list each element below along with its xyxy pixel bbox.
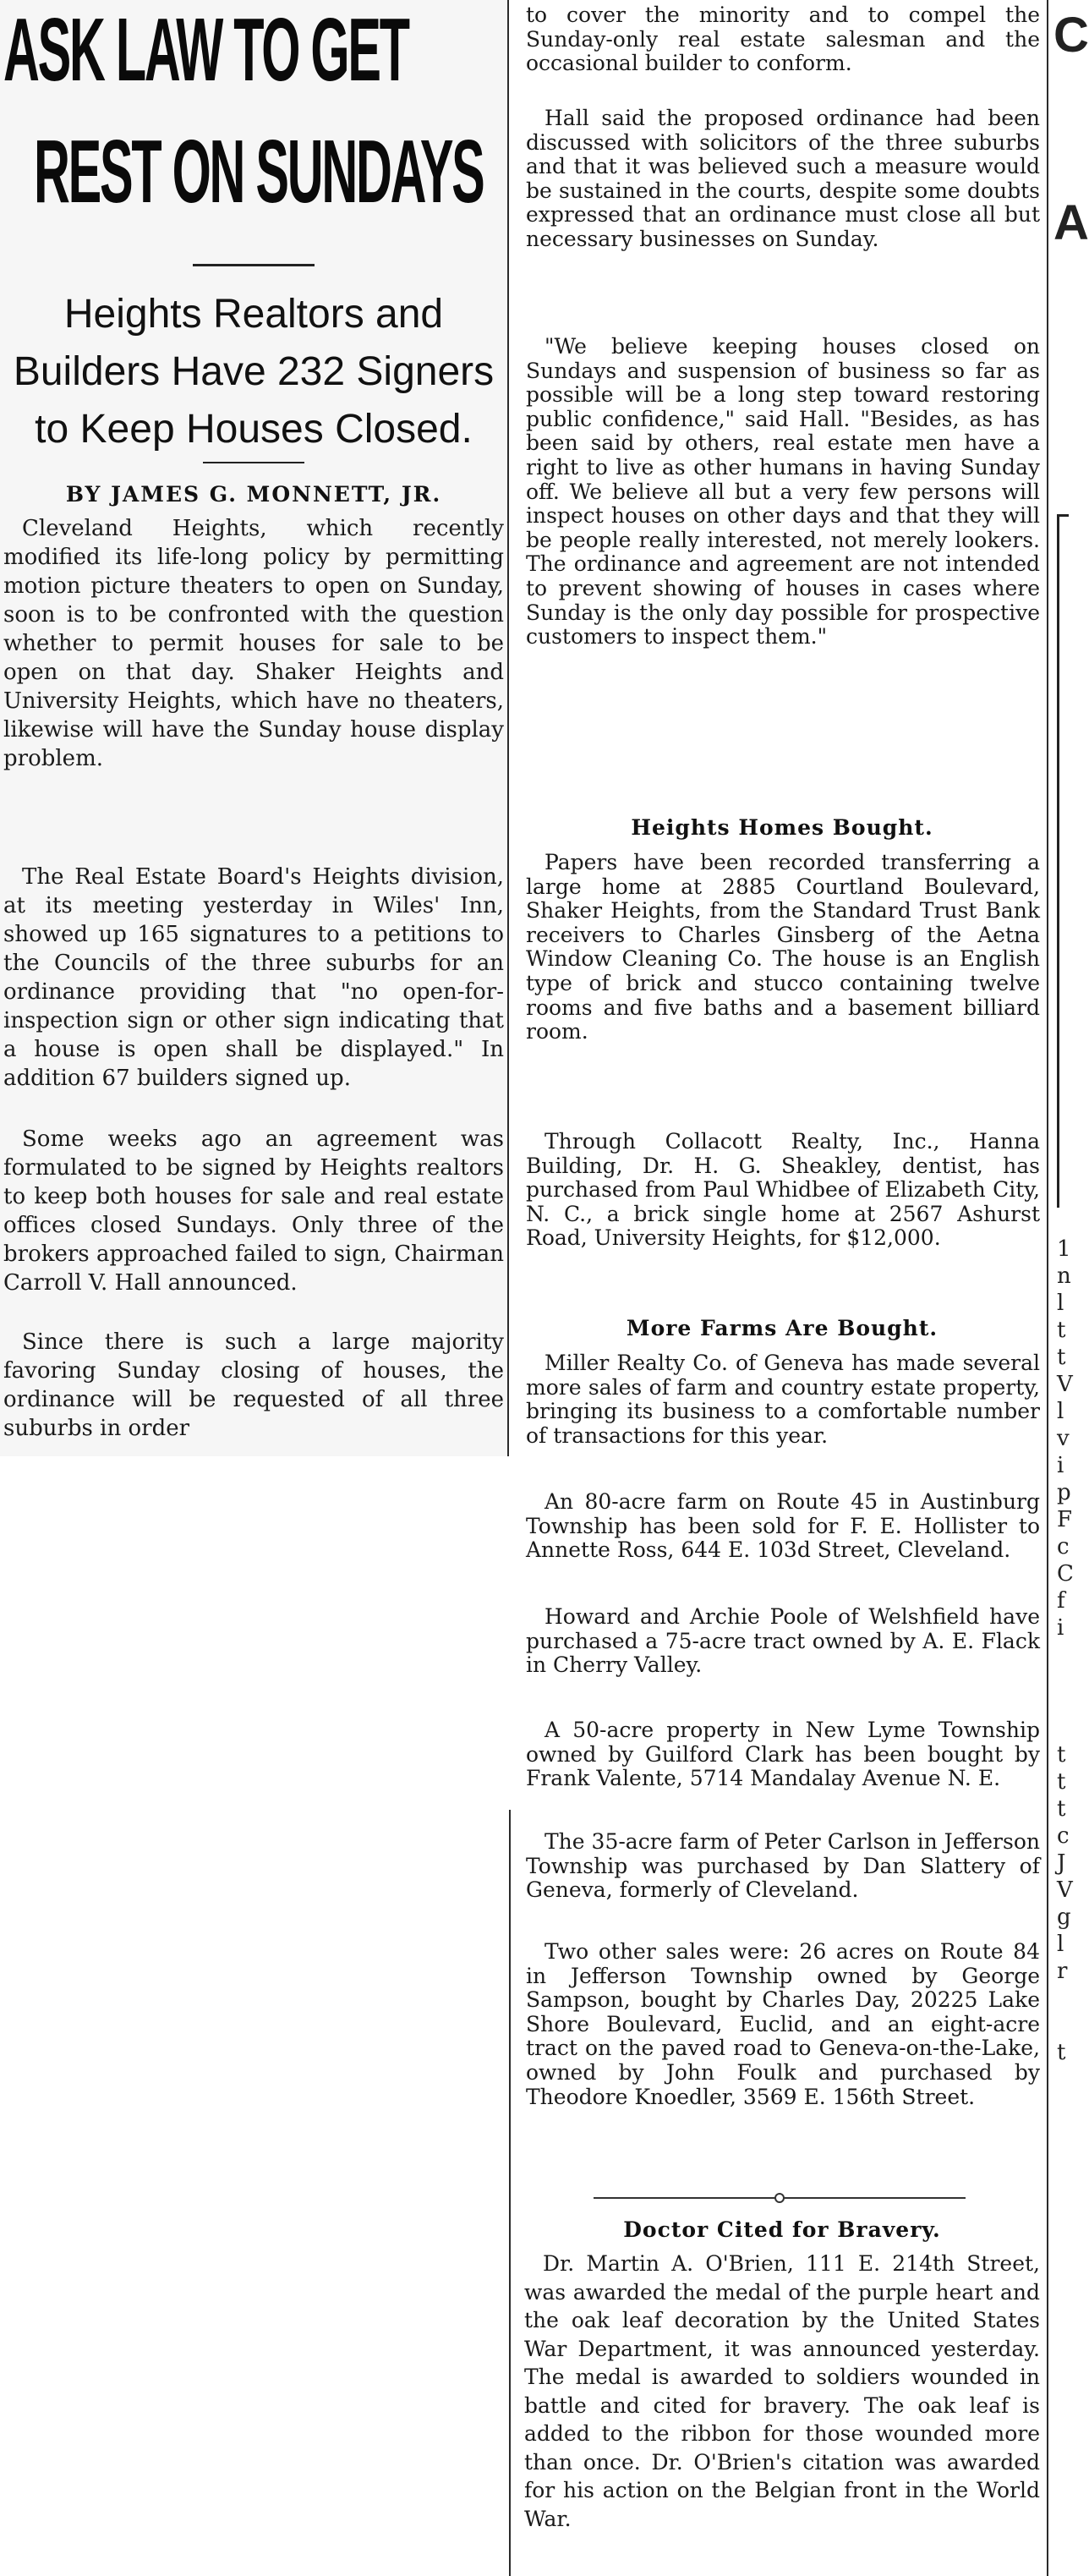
article-paragraph: Some weeks ago an agreement was formulated to be signed by Heights realtors to keep both houses for sale and real estate offices closed Sundays. Only three of the brokers approached failed to sign, Chairman Carroll V. Hall announced. xyxy=(3,1126,504,1296)
separator-ornament xyxy=(774,2193,785,2203)
adjacent-column-fragment: l xyxy=(1057,1399,1064,1424)
adjacent-column-fragment: t xyxy=(1057,1769,1066,1795)
section-paragraph: Howard and Archie Poole of Welshfield have purchased a 75-acre tract owned by A. E. Flack in Cherry Valley. xyxy=(526,1604,1040,1678)
adjacent-column-fragment: C xyxy=(1053,8,1089,63)
section-paragraph: The 35-acre farm of Peter Carlson in Jefferson Township was purchased by Dan Slattery of Geneva, formerly of Cleveland. xyxy=(526,1829,1040,1903)
adjacent-box-edge xyxy=(1057,514,1069,1208)
byline-rule xyxy=(203,462,304,463)
article-paragraph: "We believe keeping houses closed on Sundays and suspension of business so far as possible will be a long step toward restoring public confidence," said Hall. "Besides, as has been said by others, real estate men have a right to live as other humans in having Sunday off. We believe all but a very few persons will inspect houses on other days and that they will be people really interested, not merely lookers. The ordinance and agreement are not intended to prevent showing of houses in cases where Sunday is the only day possible for prospective customers to inspect them." xyxy=(526,334,1040,649)
adjacent-column-fragment: A xyxy=(1053,195,1089,250)
adjacent-column-fragment: c xyxy=(1057,1534,1070,1559)
section-paragraph: Two other sales were: 26 acres on Route 84 in Jefferson Township owned by George Sampson, bought by Charles Day, 20225 Lake Shore Boulevard, Euclid, and an eight-acre tract on the paved road to Geneva-on-the-Lake, owned by John Foulk and purchased by Theodore Knoedler, 3569 E. 156th Street. xyxy=(526,1939,1040,2109)
column-rule xyxy=(1047,0,1048,2576)
adjacent-column-fragment: r xyxy=(1057,1959,1068,1984)
article-paragraph: The Real Estate Board's Heights division, at its meeting yesterday in Wiles' Inn, showed up 165 signatures to a petitions to the Councils of the three suburbs for an ordinance providing that "no open-for-inspection sign or other sign indicating that a house is open shall be displayed." In addition 67 builders signed up. xyxy=(3,864,504,1091)
section-paragraph: Papers have been recorded transferring a large home at 2885 Courtland Boulevard, Shaker Heights, from the Standard Trust Bank receivers to Charles Ginsberg of the Aetna Window Cleaning Co. The house is an English type of brick and stucco containing twelve rooms and five baths and a basement billiard room. xyxy=(526,850,1040,1044)
article-paragraph: Hall said the proposed ordinance had been discussed with solicitors of the three suburbs and that it was believed such a measure would be sustained in the courts, despite some doubts expressed that an ordinance must close all but necessary businesses on Sunday. xyxy=(526,106,1040,251)
article-paragraph: Since there is such a large majority favoring Sunday closing of houses, the ordinance will be requested of all three suburbs in order xyxy=(3,1329,504,1441)
adjacent-column-fragment: c xyxy=(1057,1823,1070,1849)
adjacent-column-fragment: t xyxy=(1057,1345,1066,1370)
section-paragraph: Miller Realty Co. of Geneva has made several more sales of farm and country estate property, bringing its business to a comfortable number of transactions for this year. xyxy=(526,1351,1040,1448)
adjacent-column-fragment: t xyxy=(1057,1742,1066,1768)
section-paragraph: A 50-acre property in New Lyme Township owned by Guilford Clark has been bought by Frank Valente, 5714 Mandalay Avenue N. E. xyxy=(526,1718,1040,1791)
headline-rule xyxy=(193,264,315,266)
adjacent-column-fragment: V xyxy=(1057,1877,1073,1903)
section-heading: Heights Homes Bought. xyxy=(631,815,933,840)
adjacent-column-fragment: g xyxy=(1057,1905,1071,1930)
adjacent-column-fragment: f xyxy=(1057,1588,1065,1614)
adjacent-column-fragment: C xyxy=(1057,1561,1074,1587)
section-paragraph: Through Collacott Realty, Inc., Hanna Building, Dr. H. G. Sheakley, dentist, has purchased from Paul Whidbee of Elizabeth City, N. C., a brick single home at 2567 Ashurst Road, University Heights, for $12,000. xyxy=(526,1129,1040,1251)
adjacent-column-fragment: i xyxy=(1057,1615,1064,1641)
article-paragraph: to cover the minority and to compel the Sunday-only real estate salesman and the occasional builder to conform. xyxy=(526,3,1040,76)
adjacent-column-fragment: i xyxy=(1057,1453,1064,1478)
adjacent-column-fragment: l xyxy=(1057,1291,1064,1316)
adjacent-column-fragment: v xyxy=(1057,1426,1070,1451)
article-paragraph: Cleveland Heights, which recently modified its life-long policy by permitting motion picture theaters to open on Sunday, soon is to be confronted with the question whether to permit houses for sale to be open on that day. Shaker Heights and University Heights, which have no theaters, likewise will have the Sunday house display problem. xyxy=(3,516,504,771)
column-rule xyxy=(509,1810,511,2576)
adjacent-column-fragment: t xyxy=(1057,1796,1066,1822)
subhead: Heights Realtors and Builders Have 232 Signers to Keep Houses Closed. xyxy=(13,292,495,452)
adjacent-column-fragment: t xyxy=(1057,1318,1066,1343)
adjacent-column-fragment: t xyxy=(1057,2040,1066,2065)
adjacent-column-fragment: n xyxy=(1057,1263,1071,1289)
section-paragraph: An 80-acre farm on Route 45 in Austinburg Township has been sold for F. E. Hollister to Annette Ross, 644 E. 103d Street, Cleveland. xyxy=(526,1489,1040,1563)
adjacent-column-fragment: F xyxy=(1057,1507,1073,1532)
adjacent-column-fragment: l xyxy=(1057,1932,1064,1957)
adjacent-column-fragment: J xyxy=(1057,1850,1066,1876)
adjacent-column-fragment: V xyxy=(1057,1372,1073,1397)
section-paragraph: Dr. Martin A. O'Brien, 111 E. 214th Street, was awarded the medal of the purple heart and the oak leaf decoration by the United States War Department, it was announced yesterday. The medal is awarded to soldiers wounded in battle and cited for bravery. The oak leaf is added to the ribbon for those wounded more than once. Dr. O'Brien's citation was awarded for his action on the Belgian front in the World War. xyxy=(524,2251,1040,2531)
byline: BY JAMES G. MONNETT, JR. xyxy=(65,482,442,507)
adjacent-column-fragment: p xyxy=(1057,1480,1071,1505)
headline-line-2: REST ON SUNDAYS xyxy=(34,122,484,222)
headline-line-1: ASK LAW TO GET xyxy=(3,0,408,100)
column-rule xyxy=(507,0,509,1456)
adjacent-column-fragment: 1 xyxy=(1057,1236,1071,1262)
section-heading: More Farms Are Bought. xyxy=(626,1316,939,1340)
section-heading: Doctor Cited for Bravery. xyxy=(623,2217,941,2242)
